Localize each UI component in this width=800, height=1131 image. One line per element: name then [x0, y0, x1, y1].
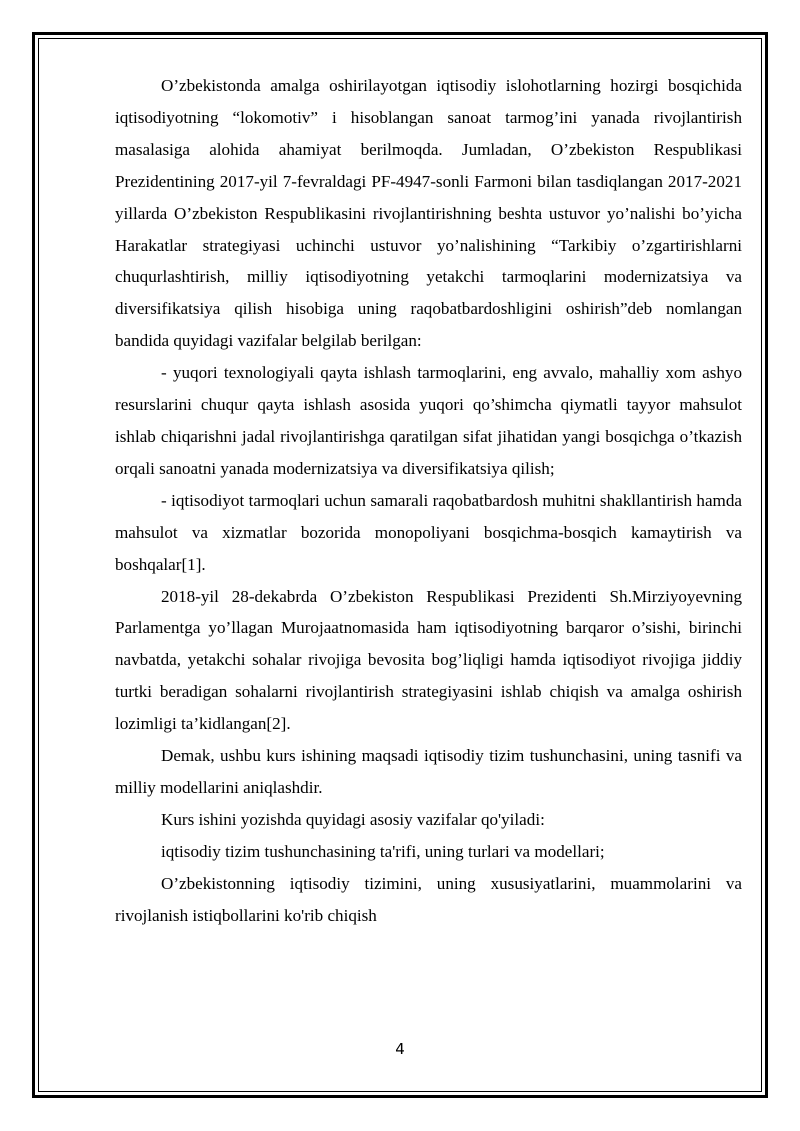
paragraph-task-1: - yuqori texnologiyali qayta ishlash tarmoqlarini, eng avvalo, mahalliy xom ashyo resurslarini chuqur qayta ishlash asosida yuqori qo’shimcha qiymatli tayyor mahsulot ishlab chiqarishni jadal rivojlantirishga qaratilgan sifat jihatidan yangi bosqichga o’tkazish orqali sanoatni yanada modernizatsiya va diversifikatsiya qilish; — [115, 363, 742, 478]
paragraph-address: 2018-yil 28-dekabrda O’zbekiston Respublikasi Prezidenti Sh.Mirziyoyevning Parlamentga yo’llagan Murojaatnomasida ham iqtisodiyotning barqaror o’sishi, birinchi navbatda, yetakchi sohalar rivojiga bevosita bog’liqligi hamda iqtisodiyot rivojiga jiddiy turtki beradigan sohalarni rivojlantirish strategiyasini ishlab chiqish va amalga oshirish lozimligi ta’kidlangan[2]. — [115, 586, 742, 734]
document-body — [115, 70, 742, 931]
paragraph-objectives-intro: Kurs ishini yozishda quyidagi asosiy vazifalar qo'yiladi: — [161, 809, 545, 829]
paragraph-objective-1: iqtisodiy tizim tushunchasining ta'rifi, uning turlari va modellari; — [161, 841, 605, 861]
page-number: 4 — [395, 1040, 405, 1058]
paragraph-task-2: - iqtisodiyot tarmoqlari uchun samarali raqobatbardosh muhitni shakllantirish hamda mahsulot va xizmatlar bozorida monopoliyani bosqichma-bosqich kamaytirish va boshqalar[1]. — [115, 490, 742, 574]
paragraph-goal: Demak, ushbu kurs ishining maqsadi iqtisodiy tizim tushunchasini, uning tasnifi va milliy modellarini aniqlashdir. — [115, 746, 742, 797]
paragraph-objective-2: O’zbekistonning iqtisodiy tizimini, uning xususiyatlarini, muammolarini va rivojlanish istiqbollarini ko'rib chiqish — [115, 873, 742, 925]
paragraph-intro: O’zbekistonda amalga oshirilayotgan iqtisodiy islohotlarning hozirgi bosqichida iqtisodiyotning “lokomotiv” i hisoblangan sanoat tarmog’ini yanada rivojlantirish masalasiga alohida ahamiyat berilmoqda. Jumladan, O’zbekiston Respublikasi Prezidentining 2017-yil 7-fevraldagi PF-4947-sonli Farmoni bilan tasdiqlangan 2017-2021 yillarda O’zbekiston Respublikasini rivojlantirishning beshta ustuvor yo’nalishi bo’yicha Harakatlar strategiyasi uchinchi ustuvor yo’nalishining “Tarkibiy o’zgartirishlarni chuqurlashtirish, milliy iqtisodiyotning yetakchi tarmoqlarini modernizatsiya va diversifikatsiya qilish hisobiga uning raqobatbardoshligini oshirish”deb nomlangan bandida quyidagi vazifalar belgilab berilgan: — [115, 76, 742, 351]
